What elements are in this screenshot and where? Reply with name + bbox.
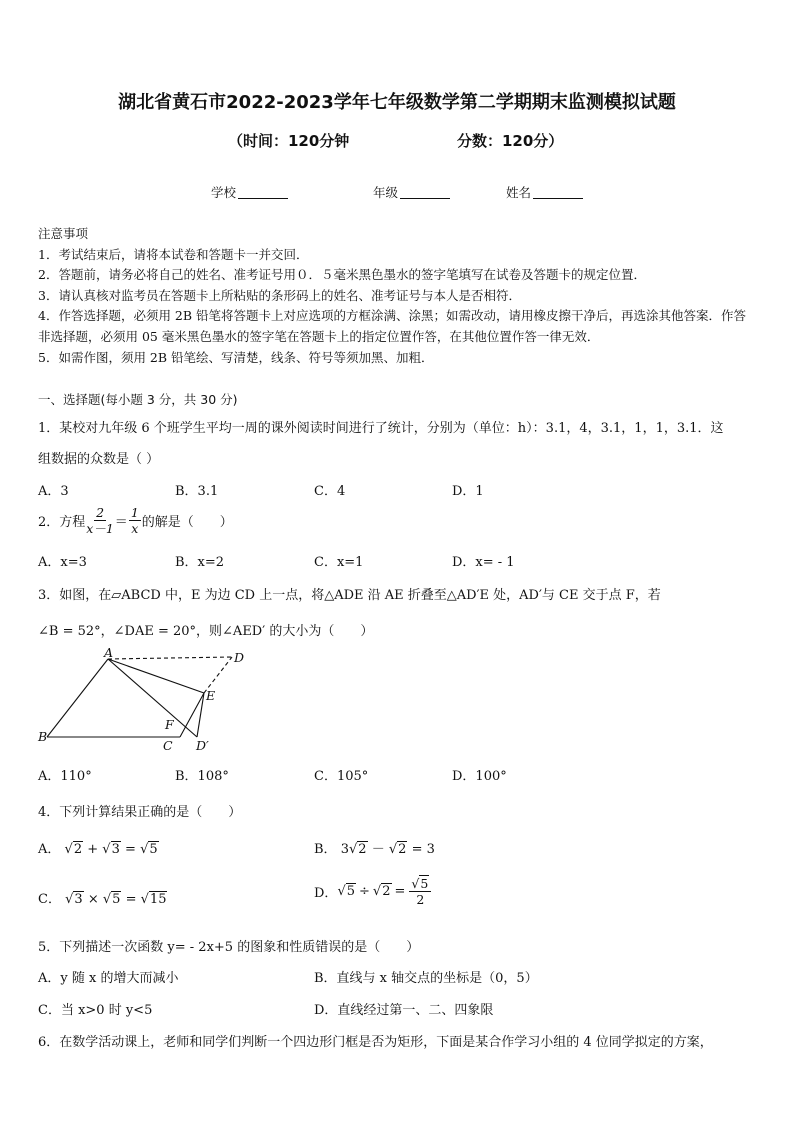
q3-line1: 3．如图，在▱ABCD 中，E 为边 CD 上一点，将△ADE 沿 AE 折叠至△AD′E 处，AD′与 CE 交于点 F，若: [38, 588, 661, 603]
name-label: 姓名: [506, 185, 532, 200]
q5-option-d: D．直线经过第一、二、四象限: [314, 1003, 494, 1018]
segment-ad-prime: [108, 659, 197, 737]
operator: ×: [87, 892, 99, 907]
operator: －: [371, 842, 385, 857]
exam-score: 分数：120分）: [457, 132, 564, 150]
result: = 3: [411, 842, 435, 857]
fraction-denominator: 2: [416, 892, 425, 907]
q4-option-a: [38, 838, 159, 857]
radicand: 2: [382, 884, 391, 899]
q1-option-d: D．1: [452, 484, 484, 499]
q2-lhs-den: x－1: [86, 521, 114, 536]
exam-time: （时间：120分钟: [228, 132, 350, 150]
notes-section: [38, 224, 758, 368]
sqrt-sign: √5: [102, 892, 121, 907]
operator: ÷: [359, 884, 370, 899]
name-field[interactable]: [506, 183, 583, 201]
q1-option-a: A．3: [38, 484, 69, 499]
note-item: 4．作答选择题，必须用 2B 铅笔将答题卡上对应选项的方框涂满、涂黑；如需改动，请用橡皮擦干净后，再选涂其他答案．作答非选择题，必须用 05 毫米黑色墨水的签字笔在答题卡上的指定位置作答，在其他位置作答一律无效．: [38, 308, 747, 344]
q1-line2: 组数据的众数是（ ）: [38, 452, 160, 467]
q4-d-fraction: [409, 876, 431, 907]
q2-option-c: C．x=1: [314, 555, 364, 570]
school-label: 学校: [211, 185, 237, 200]
label-a: A: [104, 645, 114, 660]
q1-line1: 1．某校对九年级 6 个班学生平均一周的课外阅读时间进行了统计，分别为（单位：h）：3.1，4，3.1，1，1，3.1．这: [38, 421, 724, 436]
radicand: 2: [73, 842, 83, 857]
q4-d-label: D．: [314, 886, 338, 901]
fraction-numerator: √5: [409, 876, 431, 892]
label-e: E: [206, 688, 216, 703]
q2-option-b: B．x=2: [175, 555, 225, 570]
q3-figure: [30, 645, 260, 757]
label-d: D: [234, 650, 245, 665]
q2-suffix: 的解是（ ）: [141, 515, 233, 530]
sqrt-sign: √15: [140, 892, 167, 907]
segment-ae: [108, 659, 204, 693]
q4-a-label: A．: [38, 842, 61, 857]
label-b: B: [38, 729, 48, 744]
note-item: 1．考试结束后，请将本试卷和答题卡一并交回．: [38, 246, 309, 262]
radicand: 5: [112, 892, 121, 907]
school-field[interactable]: [211, 183, 288, 201]
section-heading: 一、选择题(每小题 3 分，共 30 分): [38, 392, 238, 407]
operator: =: [394, 884, 406, 899]
sqrt-sign: √3: [65, 892, 83, 907]
q2-lhs-fraction: [86, 505, 114, 536]
q4-c-label: C．: [38, 892, 61, 907]
operator: +: [87, 842, 99, 857]
q3-option-d: D．100°: [452, 769, 507, 784]
q5-option-a: A．y 随 x 的增大而减小: [38, 971, 179, 986]
radicand: 5: [346, 884, 356, 899]
exam-title: 湖北省黄石市2022-2023学年七年级数学第二学期期末监测模拟试题: [118, 92, 676, 113]
note-item: 2．答题前，请务必将自己的姓名、准考证号用０．５毫米黑色墨水的签字笔填写在试卷及答题卡的规定位置．: [38, 267, 646, 283]
q1-option-c: C．4: [314, 484, 346, 499]
sqrt-sign: √2: [388, 842, 407, 857]
radicand: 3: [74, 892, 83, 907]
operator: =: [125, 892, 137, 907]
coefficient: 3: [340, 842, 349, 857]
segment-ad: [108, 657, 232, 659]
q2-rhs-fraction: [129, 505, 141, 536]
note-item: 5．如需作图，须用 2B 铅笔绘、写清楚，线条、符号等须加黑、加粗．: [38, 349, 434, 365]
label-c: C: [163, 738, 173, 753]
segment-ab: [47, 659, 108, 737]
sqrt-sign: √2: [372, 884, 391, 899]
q3-option-c: C．105°: [314, 769, 369, 784]
q2-stem: [38, 505, 233, 536]
q2-prefix: 2．方程: [38, 515, 86, 530]
notes-title: 注意事项: [38, 226, 89, 241]
q4-option-b: [314, 838, 435, 857]
note-item: 3．请认真核对监考员在答题卡上所粘贴的条形码上的姓名、准考证号与本人是否相符．: [38, 287, 521, 303]
label-d-prime: D′: [196, 738, 209, 753]
grade-field[interactable]: [373, 183, 450, 201]
q5-stem: 5．下列描述一次函数 y= - 2x+5 的图象和性质错误的是（ ）: [38, 940, 420, 955]
q2-rhs-den: x: [131, 521, 139, 536]
q2-option-a: A．x=3: [38, 555, 87, 570]
radicand: 15: [149, 892, 167, 907]
sqrt-sign: √2: [348, 842, 367, 857]
operator: =: [125, 842, 136, 857]
grade-label: 年级: [373, 185, 399, 200]
sqrt-sign: √2: [64, 842, 83, 857]
sqrt-sign: √5: [140, 842, 158, 857]
q5-option-b: B．直线与 x 轴交点的坐标是（0，5）: [314, 971, 538, 986]
q3-option-b: B．108°: [175, 769, 229, 784]
q3-line2: ∠B = 52°，∠DAE = 20°，则∠AED′ 的大小为（ ）: [38, 624, 374, 639]
q2-equals: ＝: [114, 515, 128, 530]
radicand: 3: [111, 842, 120, 857]
q2-lhs-num: 2: [96, 505, 105, 520]
q2-option-d: D．x= - 1: [452, 555, 515, 570]
q6-stem: 6．在数学活动课上，老师和同学们判断一个四边形门框是否为矩形，下面是某合作学习小组的 4 位同学拟定的方案，: [38, 1035, 713, 1050]
sqrt-sign: √5: [337, 884, 356, 899]
q3-option-a: A．110°: [38, 769, 92, 784]
radicand: 2: [358, 842, 367, 857]
q4-option-c: [38, 888, 167, 907]
q2-rhs-num: 1: [130, 505, 139, 520]
q4-stem: 4．下列计算结果正确的是（ ）: [38, 805, 242, 820]
label-f: F: [165, 717, 174, 732]
q4-b-label: B．: [314, 842, 337, 857]
q5-option-c: C．当 x>0 时 y<5: [38, 1003, 153, 1018]
radicand: 5: [149, 842, 158, 857]
radicand: 2: [398, 842, 407, 857]
q1-option-b: B．3.1: [175, 484, 219, 499]
q4-option-d: [314, 876, 432, 907]
sqrt-sign: √3: [102, 842, 120, 857]
radicand: 5: [420, 876, 429, 891]
